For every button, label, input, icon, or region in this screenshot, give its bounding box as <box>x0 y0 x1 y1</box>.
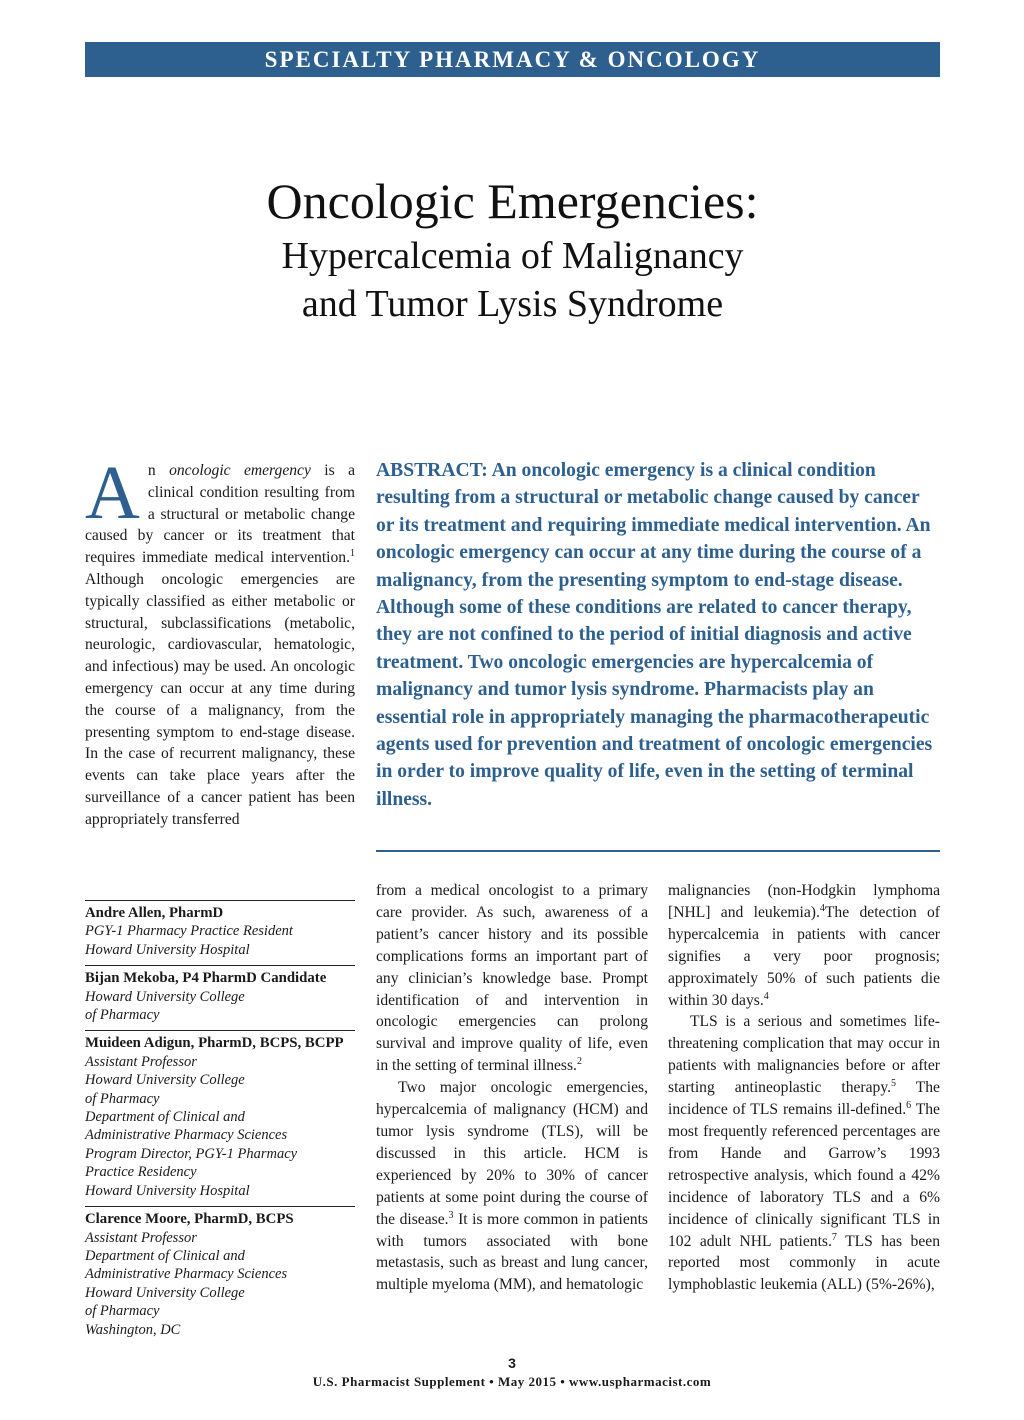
author-affiliation: Assistant Professor <box>85 1053 197 1070</box>
ref-6: 6 <box>906 1099 912 1111</box>
col2-text-1: from a medical oncologist to a primary care provider. As such, awareness of a patient’s cancer history and its possible complications forms an important part of any clinician’s knowledge base. Prompt identification of and intervention in oncologic emergencies can prolong survival and improve quality of life, even in the setting of terminal illness. <box>376 882 648 1075</box>
author-block <box>85 965 355 1030</box>
author-block <box>85 1030 355 1206</box>
article-title <box>85 170 940 328</box>
abstract: ABSTRACT: An oncologic emergency is a clinical condition resulting from a structural or metabolic change caused by cancer or its treatment and requiring immediate medical intervention. An oncologic emergency can occur at any time during the course of a malignancy, from the presenting symptom to end-stage disease. Although some of these conditions are related to cancer therapy, they are not confined to the period of initial diagnosis and active treatment. Two oncologic emergencies are hypercalcemia of malignancy and tumor lysis syndrome. Pharmacists play an essential role in appropriately managing the pharmacotherapeutic agents used for prevention and treatment of oncologic emergencies in order to improve quality of life, even in the setting of terminal illness. <box>376 460 933 810</box>
author-affiliation: Department of Clinical and <box>85 1247 245 1264</box>
author-name: Bijan Mekoba, P4 PharmD Candidate <box>85 970 327 987</box>
author-affiliation: Administrative Pharmacy Sciences <box>85 1127 288 1144</box>
col3-text-3: TLS is a serious and sometimes life-threatening complication that may occur in patients with malignancies before or after starting antineoplastic therapy. <box>668 1013 940 1097</box>
intro-text-2: Although oncologic emergencies are typically classified as either metabolic or structural, subclassifications (metabolic, neurologic, cardiovascular, hematologic, and infectious) may be used. An oncologic emergency can occur at any time during the course of a malignancy, from the presenting symptom to end-stage disease. In the case of recurrent malignancy, these events can take place years after the surveillance of a cancer patient has been appropriately transferred <box>85 570 355 828</box>
page-number: 3 <box>508 1355 516 1371</box>
author-affiliation: of Pharmacy <box>85 1303 160 1320</box>
title-main: Oncologic Emergencies: <box>266 173 759 229</box>
paragraph <box>376 1077 648 1296</box>
drop-cap: A <box>85 451 140 535</box>
author-affiliation: Howard University Hospital <box>85 941 250 958</box>
author-list <box>85 900 355 1345</box>
author-affiliation: Practice Residency <box>85 1164 197 1181</box>
col3-text-4: The incidence of TLS remains ill-defined. <box>668 1079 940 1119</box>
author-block <box>85 900 355 965</box>
author-affiliation: Program Director, PGY-1 Pharmacy <box>85 1145 298 1162</box>
ref-1: 1 <box>350 548 355 559</box>
ref-4: 4 <box>763 990 769 1002</box>
title-sub-line-2: and Tumor Lysis Syndrome <box>301 283 724 325</box>
abstract-divider <box>376 850 940 852</box>
paragraph <box>668 1011 940 1296</box>
ref-2: 2 <box>576 1056 582 1068</box>
author-affiliation: Howard University College <box>85 1284 245 1301</box>
author-affiliation: Washington, DC <box>85 1321 181 1338</box>
col3-text-5: The most frequently referenced percentages are from Hande and Garrow’s 1993 retrospective analysis, which found a 42% incidence of laboratory TLS and a 6% incidence of clinically significant TLS in 102 adult NHL patients. <box>668 1101 940 1250</box>
author-affiliation: Howard University College <box>85 1072 245 1089</box>
author-affiliation: Assistant Professor <box>85 1229 197 1246</box>
ref-7: 7 <box>831 1231 837 1243</box>
col2-text-3: It is more common in patients with tumors associated with bone metastasis, such as breast and lung cancer, multiple myeloma (MM), and hematologic <box>376 1210 648 1294</box>
author-affiliation: of Pharmacy <box>85 1007 160 1024</box>
ref-4: 4 <box>819 902 825 914</box>
author-block <box>85 1206 355 1345</box>
body-column-3 <box>668 880 940 1296</box>
intro-lead: n <box>147 462 170 479</box>
author-affiliation: Howard University College <box>85 988 245 1005</box>
col3-text-1: malignancies (non-Hodgkin lymphoma [NHL] and leukemia). <box>668 882 940 921</box>
col3-text-2: The detection of hypercalcemia in patients with cancer signifies a very poor prognosis; approximately 50% of such patients die within 30 days. <box>668 903 940 1009</box>
intro-paragraph <box>85 451 355 831</box>
author-affiliation: of Pharmacy <box>85 1090 160 1107</box>
intro-text-1: is a clinical condition resulting from a structural or metabolic change caused by cancer or its treatment that requires immediate medical intervention. <box>85 462 355 567</box>
col3-text-6: TLS has been reported most commonly in acute lymphoblastic leukemia (ALL) (5%-26%), <box>668 1232 940 1294</box>
ref-5: 5 <box>891 1077 897 1089</box>
author-name: Clarence Moore, PharmD, BCPS <box>85 1211 294 1228</box>
paragraph <box>668 880 940 1011</box>
intro-term: oncologic emergency <box>169 462 311 479</box>
author-affiliation: Howard University Hospital <box>85 1182 250 1199</box>
body-column-2 <box>376 880 648 1296</box>
paragraph <box>376 880 648 1077</box>
author-affiliation: Department of Clinical and <box>85 1109 245 1126</box>
footer-text: U.S. Pharmacist Supplement • May 2015 • www.uspharmacist.com <box>312 1374 712 1389</box>
author-affiliation: PGY-1 Pharmacy Practice Resident <box>85 923 293 940</box>
section-banner: SPECIALTY PHARMACY & ONCOLOGY <box>85 42 940 77</box>
author-name: Andre Allen, PharmD <box>85 905 224 921</box>
ref-3: 3 <box>448 1209 454 1221</box>
author-affiliation: Administrative Pharmacy Sciences <box>85 1266 288 1283</box>
author-name: Muideen Adigun, PharmD, BCPS, BCPP <box>85 1035 344 1052</box>
title-sub-line-1: Hypercalcemia of Malignancy <box>281 235 744 277</box>
col2-text-2: Two major oncologic emergencies, hypercalcemia of malignancy (HCM) and tumor lysis syndrome (TLS), will be discussed in this article. HCM is experienced by 20% to 30% of cancer patients at some point during the course of the disease. <box>376 1079 648 1228</box>
